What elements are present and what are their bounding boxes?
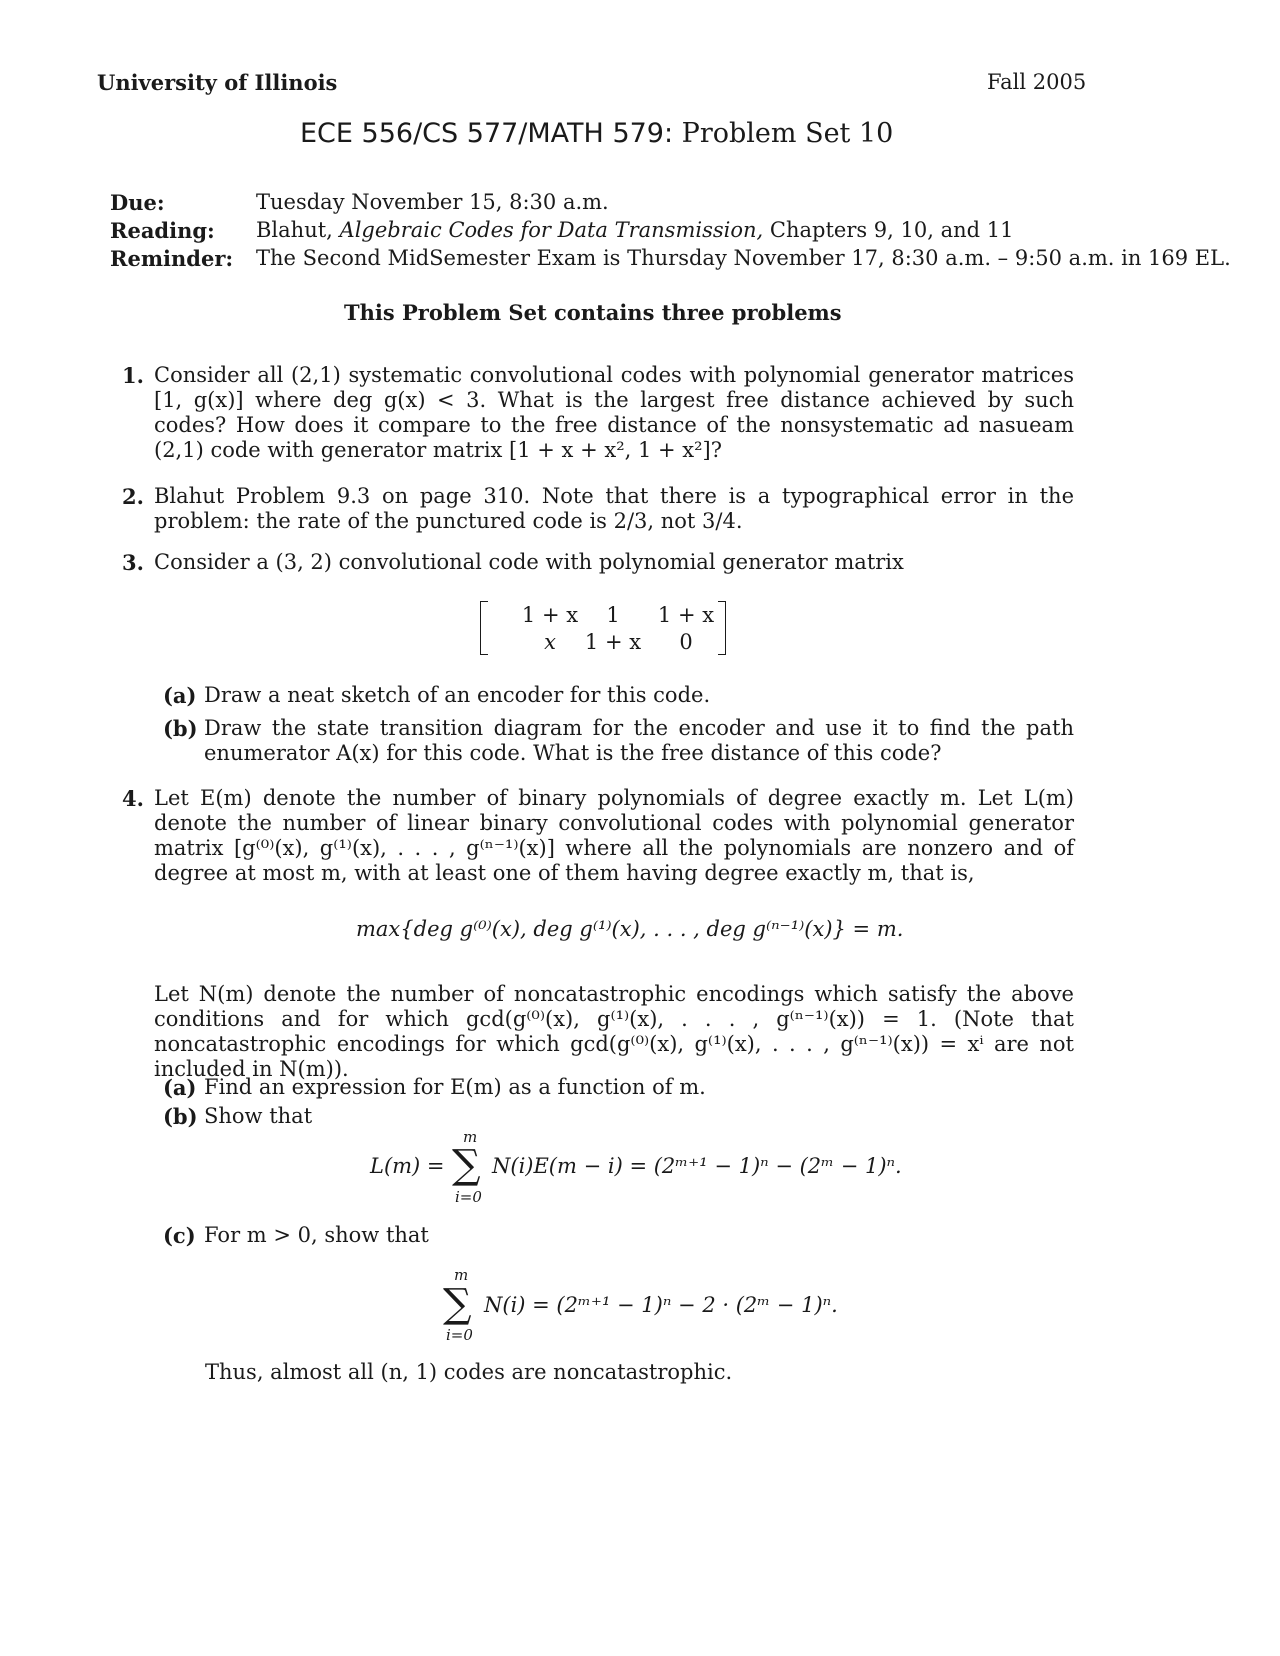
problem-2-text: Blahut Problem 9.3 on page 310. Note that there is a typographical error in the problem: the rate of the punctured code is 2/3, not 3/4. xyxy=(154,484,1074,533)
summation-symbol: ∑ xyxy=(452,1142,481,1188)
matrix-left-bracket xyxy=(480,601,488,655)
problem-3-text: Consider a (3, 2) convolutional code with polynomial generator matrix xyxy=(154,550,904,574)
problem-4c-text: For m > 0, show that xyxy=(204,1223,429,1247)
problem-4-text2: Let N(m) denote the number of noncatastrophic encodings which satisfy the above conditions and for which gcd(g⁽⁰⁾(x), g⁽¹⁾(x), . . . , g⁽ⁿ⁻¹⁾(x)) = 1. (Note that noncatastrophic encodings for which gcd(g⁽⁰⁾(x), g⁽¹⁾(x), . . . , g⁽ⁿ⁻¹⁾(x)) = xⁱ are not included in N(m)). xyxy=(154,982,1074,1081)
page-title xyxy=(300,118,893,149)
reminder-label: Reminder: xyxy=(110,246,234,271)
equation-b-rhs: N(i)E(m − i) = (2ᵐ⁺¹ − 1)ⁿ − (2ᵐ − 1)ⁿ. xyxy=(492,1154,902,1178)
problem-1-number: 1. xyxy=(122,363,144,388)
problem-4b-text: Show that xyxy=(204,1104,313,1128)
problem-3a-text: Draw a neat sketch of an encoder for this code. xyxy=(204,683,711,707)
matrix-cell: 1 + x xyxy=(584,630,642,654)
conclusion: Thus, almost all (n, 1) codes are noncatastrophic. xyxy=(205,1360,733,1384)
matrix-cell: 1 + x xyxy=(657,603,715,627)
problem-3b-text: Draw the state transition diagram for the encoder and use it to find the path enumerator A(x) for this code. What is the free distance of this code? xyxy=(204,716,1074,765)
problem-4c-label: (c) xyxy=(163,1223,196,1248)
sum-lower-limit: i=0 xyxy=(446,1326,473,1344)
problem-4b-label: (b) xyxy=(163,1104,198,1129)
university-name: University of Illinois xyxy=(97,70,338,95)
max-degree-equation: max{deg g⁽⁰⁾(x), deg g⁽¹⁾(x), . . . , deg g⁽ⁿ⁻¹⁾(x)} = m. xyxy=(356,917,904,941)
problem-3b-label: (b) xyxy=(163,716,198,741)
problem-2-number: 2. xyxy=(122,484,144,509)
matrix-cell: x xyxy=(544,630,556,654)
reading-author: Blahut, xyxy=(256,218,333,242)
reading-chapters: Chapters 9, 10, and 11 xyxy=(769,218,1014,242)
due-value: Tuesday November 15, 8:30 a.m. xyxy=(256,190,609,214)
matrix-cell: 0 xyxy=(679,630,693,654)
matrix-cell: 1 xyxy=(606,603,620,627)
term: Fall 2005 xyxy=(987,70,1087,94)
sum-upper-limit: m xyxy=(454,1266,469,1284)
problem-3a-label: (a) xyxy=(163,683,197,708)
intro-heading: This Problem Set contains three problems xyxy=(344,300,842,325)
course-code: ECE 556/CS 577/MATH 579: xyxy=(300,118,674,149)
sum-upper-limit: m xyxy=(463,1128,478,1146)
matrix-cell: 1 + x xyxy=(521,603,579,627)
equation-b-lhs: L(m) = xyxy=(370,1154,445,1178)
problem-3-number: 3. xyxy=(122,550,144,575)
summation-symbol: ∑ xyxy=(443,1281,472,1327)
problem-4-text: Let E(m) denote the number of binary polynomials of degree exactly m. Let L(m) denote the number of linear binary convolutional codes with polynomial generator matrix [g⁽⁰⁾(x), g⁽¹⁾(x), . . . , g⁽ⁿ⁻¹⁾(x)] where all the polynomials are nonzero and of degree at most m, with at least one of them having degree exactly m, that is, xyxy=(154,786,1074,885)
reading-label: Reading: xyxy=(110,218,215,243)
reading-book: Algebraic Codes for Data Transmission, xyxy=(339,218,764,242)
problem-4a-text: Find an expression for E(m) as a function of m. xyxy=(204,1075,706,1099)
due-label: Due: xyxy=(110,190,165,215)
problem-4a-label: (a) xyxy=(163,1075,197,1100)
problem-4-number: 4. xyxy=(122,786,144,811)
sum-lower-limit: i=0 xyxy=(455,1188,482,1206)
problem-1-text: Consider all (2,1) systematic convolutional codes with polynomial generator matrices [1, g(x)] where deg g(x) < 3. What is the largest free distance achieved by such codes? How does it compare to the free distance of the nonsystematic ad nasueam (2,1) code with generator matrix [1 + x + x², 1 + x²]? xyxy=(154,363,1074,462)
problem-set-title: Problem Set 10 xyxy=(681,118,894,149)
equation-c-rhs: N(i) = (2ᵐ⁺¹ − 1)ⁿ − 2 · (2ᵐ − 1)ⁿ. xyxy=(484,1293,838,1317)
reminder-value: The Second MidSemester Exam is Thursday November 17, 8:30 a.m. – 9:50 a.m. in 169 EL. xyxy=(256,246,1231,270)
reading-value xyxy=(256,218,1013,242)
